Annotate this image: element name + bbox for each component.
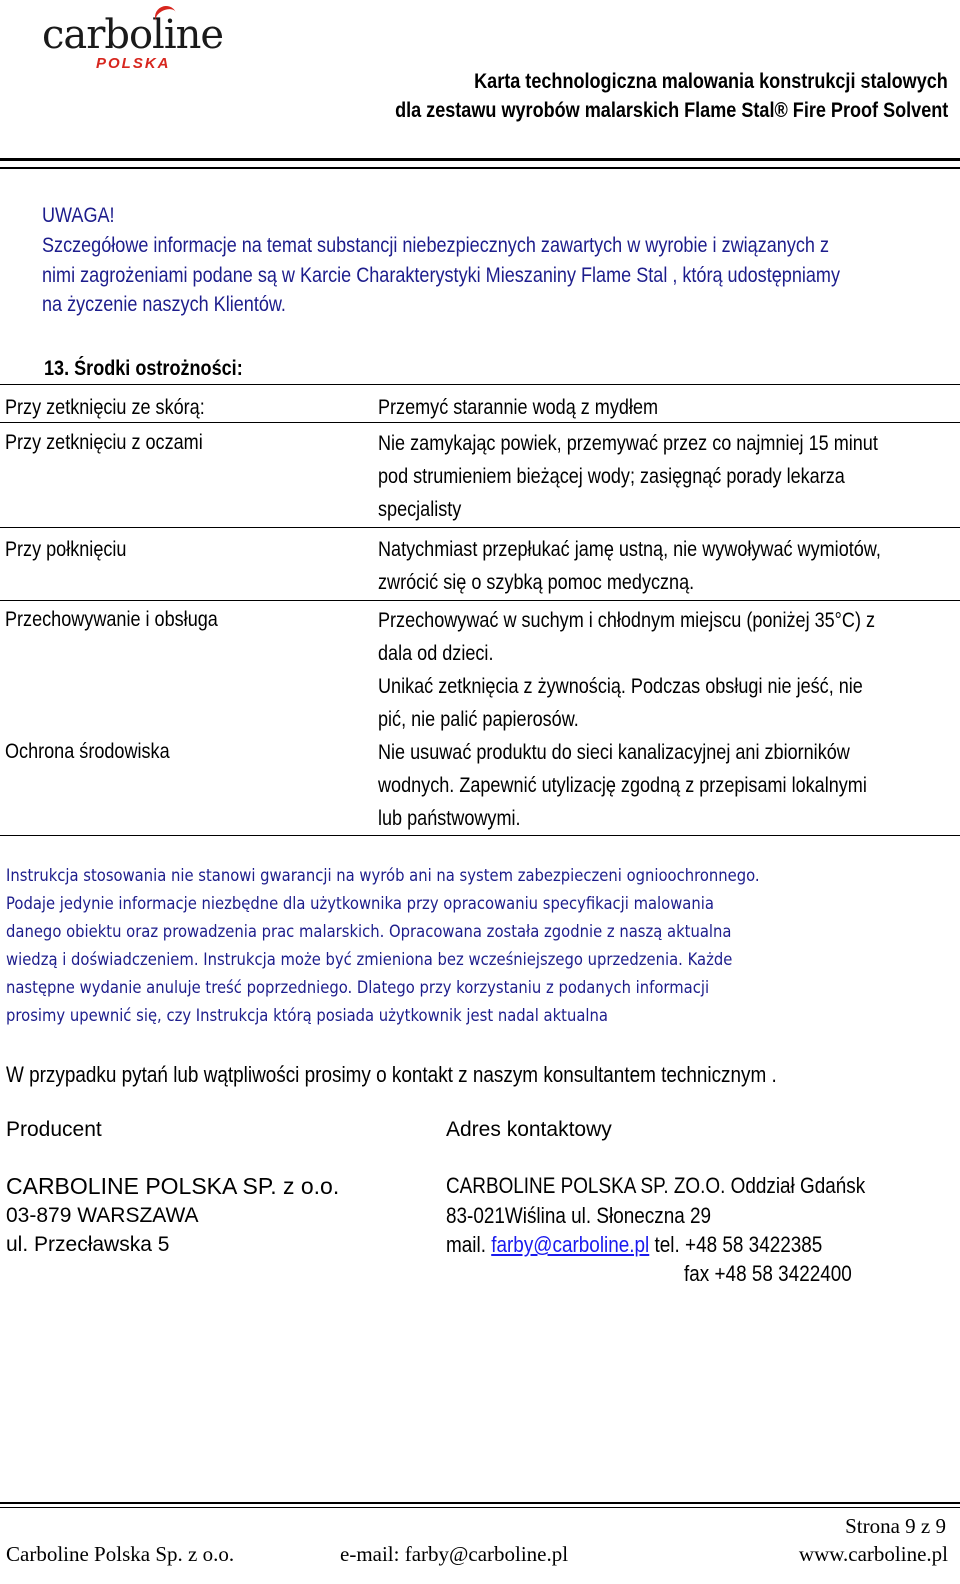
safety-row-label: Ochrona środowiska	[5, 740, 170, 763]
safety-row-value	[378, 533, 948, 599]
tel-number: tel. +48 58 3422385	[654, 1232, 823, 1257]
office-name: CARBOLINE POLSKA SP. ZO.O. Oddział Gdańsk	[446, 1173, 866, 1198]
mail-label: mail.	[446, 1232, 486, 1257]
disclaimer-line: Podaje jedynie informacje niezbędne dla użytkownika przy opracowaniu specyfikacji malowania	[6, 894, 714, 914]
safety-row-line: Nie usuwać produktu do sieci kanalizacyjnej ani zbiorników	[378, 741, 850, 764]
table-rule	[0, 527, 960, 528]
footer-divider	[0, 1502, 960, 1504]
company-logo	[42, 12, 223, 58]
header-title-line2: dla zestawu wyrobów malarskich Flame Stal® Fire Proof Solvent	[394, 99, 948, 122]
disclaimer-line: prosimy upewnić się, czy Instrukcja którą posiada użytkownik jest nadal aktualna	[6, 1006, 608, 1026]
safety-row-line: zwrócić się o szybką pomoc medyczną.	[378, 571, 695, 594]
warning-line: nimi zagrożeniami podane są w Karcie Charakterystyki Mieszaniny Flame Stal , którą udostępniamy	[42, 264, 840, 287]
section-13-title: 13. Środki ostrożności:	[44, 357, 243, 380]
footer-divider-secondary	[0, 1507, 960, 1508]
page-number: Strona 9 z 9	[845, 1514, 946, 1538]
safety-row-line: dala od dzieci.	[378, 642, 494, 665]
disclaimer-line: danego obiektu oraz prowadzenia prac malarskich. Opracowana została zgodnie z naszą aktualna	[6, 922, 732, 942]
disclaimer-line: następne wydanie anuluje treść poprzedniego. Dlatego przy korzystaniu z podanych informacji	[6, 978, 710, 998]
safety-row-line: lub państwowymi.	[378, 807, 521, 830]
safety-row-value	[378, 736, 948, 835]
safety-row-line: pić, nie palić papierosów.	[378, 708, 579, 731]
fax-number: fax +48 58 3422400	[684, 1261, 852, 1286]
footer-website: www.carboline.pl	[798, 1542, 948, 1566]
safety-row-line: Unikać zetknięcia z żywnością. Podczas obsługi nie jeść, nie	[378, 675, 863, 698]
disclaimer-line: wiedzą i doświadczeniem. Instrukcja może być zmieniona bez wcześniejszego uprzedzenia. Każde	[6, 950, 733, 970]
safety-row-value	[378, 427, 948, 526]
logo-subtitle: POLSKA	[96, 55, 171, 72]
header-title-line1: Karta technologiczna malowania konstrukcji stalowych	[474, 70, 948, 93]
office-mail-row	[446, 1232, 822, 1258]
producer-heading: Producent	[6, 1118, 102, 1141]
warning-line: na życzenie naszych Klientów.	[42, 293, 286, 316]
safety-row-value	[378, 604, 948, 736]
safety-row-label: Przechowywanie i obsługa	[5, 608, 218, 631]
safety-row-value	[378, 391, 948, 424]
logo-brand-text: carboline	[42, 12, 224, 58]
office-address: 83-021Wiślina ul. Słoneczna 29	[446, 1203, 712, 1228]
email-link[interactable]: farby@carboline.pl	[491, 1232, 650, 1257]
safety-row-line: Przemyć starannie wodą z mydłem	[378, 396, 659, 419]
table-rule	[0, 600, 960, 601]
contact-prompt: W przypadku pytań lub wątpliwości prosimy o kontakt z naszym konsultantem technicznym .	[6, 1062, 777, 1087]
header-divider	[0, 158, 960, 161]
table-rule-bottom	[0, 835, 960, 836]
safety-row-line: wodnych. Zapewnić utylizację zgodną z przepisami lokalnymi	[378, 774, 867, 797]
safety-row-line: Przechowywać w suchym i chłodnym miejscu (poniżej 35°C) z	[378, 609, 876, 632]
warning-line: Szczegółowe informacje na temat substancji niebezpiecznych zawartych w wyrobie i związanych z	[42, 234, 829, 257]
safety-row-line: Natychmiast przepłukać jamę ustną, nie wywoływać wymiotów,	[378, 538, 881, 561]
safety-row-line: pod strumieniem bieżącej wody; zasięgnąć porady lekarza	[378, 465, 845, 488]
producer-city: 03-879 WARSZAWA	[6, 1204, 199, 1227]
producer-name: CARBOLINE POLSKA SP. z o.o.	[6, 1173, 340, 1199]
safety-row-line: Nie zamykając powiek, przemywać przez co najmniej 15 minut	[378, 432, 878, 455]
producer-street: ul. Przecławska 5	[6, 1233, 170, 1256]
table-rule-top	[0, 384, 960, 385]
safety-row-label: Przy połknięciu	[5, 538, 127, 561]
safety-row-label: Przy zetknięciu z oczami	[5, 431, 203, 454]
safety-row-label: Przy zetknięciu ze skórą:	[5, 396, 205, 419]
disclaimer-line: Instrukcja stosowania nie stanowi gwarancji na wyrób ani na system zabezpieczeni ognioochronnego.	[6, 866, 760, 886]
footer-email: e-mail: farby@carboline.pl	[340, 1542, 569, 1566]
safety-row-line: specjalisty	[378, 498, 462, 521]
warning-heading: UWAGA!	[42, 204, 115, 227]
table-rule	[0, 422, 960, 423]
address-heading: Adres kontaktowy	[446, 1118, 612, 1141]
header-divider-secondary	[0, 167, 960, 169]
footer-company: Carboline Polska Sp. z o.o.	[6, 1542, 235, 1566]
